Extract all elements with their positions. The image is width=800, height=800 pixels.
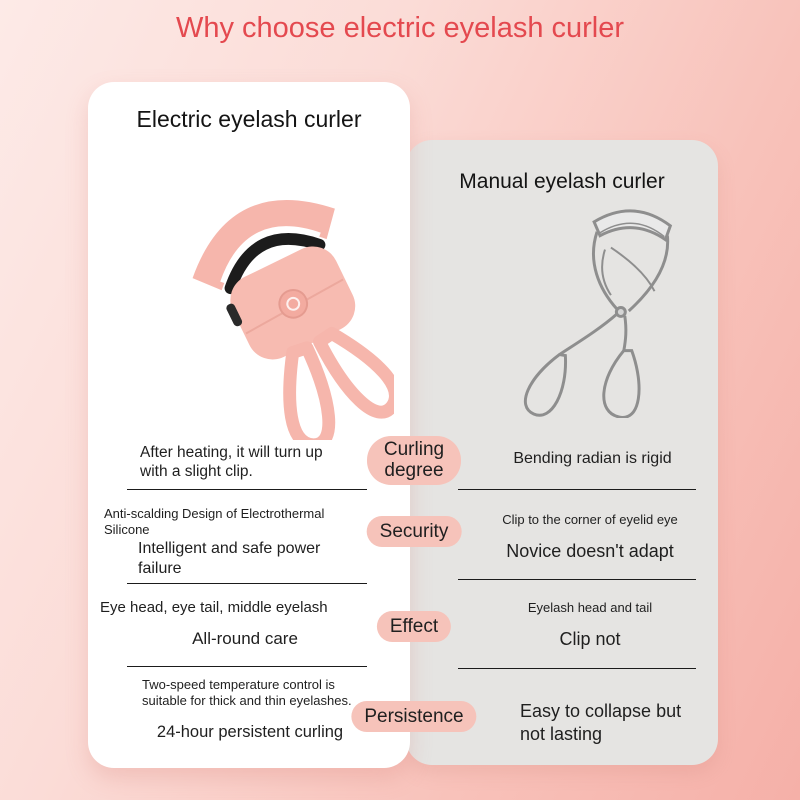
manual-right-arm-upper [629, 236, 668, 311]
electric-card-title: Electric eyelash curler [136, 106, 362, 132]
manual-curler-drawing [525, 211, 670, 418]
electric-row-persistence-detail: Two-speed temperature control is suitable for thick and thin eyelashes. [142, 677, 352, 709]
page-title: Why choose electric eyelash curler [175, 12, 625, 44]
comparison-label-security: Security [367, 516, 462, 547]
manual-head-band [594, 211, 670, 240]
comparison-label-effect: Effect [377, 611, 451, 642]
manual-cage-bar [611, 248, 655, 292]
manual-center-arm-lower [624, 316, 626, 351]
divider [458, 489, 696, 490]
electric-row-effect-detail: Eye head, eye tail, middle eyelash [100, 599, 328, 616]
manual-row-effect-detail: Eyelash head and tail [527, 600, 653, 615]
electric-row-security-text: Intelligent and safe power failure [138, 540, 321, 577]
manual-center-handle-loop [604, 351, 639, 418]
manual-row-persistence-text: Easy to collapse but not lasting [520, 701, 682, 744]
electric-row-curling-text: After heating, it will turn up with a slight clip. [140, 444, 323, 481]
electric-curler-drawing [176, 174, 394, 440]
electric-row-persistence-text: 24-hour persistent curling [156, 723, 344, 741]
electric-row-effect-text: All-round care [192, 629, 298, 648]
manual-row-security-text: Novice doesn't adapt [506, 541, 674, 561]
manual-eyelash-curler-image [500, 200, 708, 418]
manual-row-security-detail: Clip to the corner of eyelid eye [502, 512, 678, 527]
comparison-label-curling-degree: Curling degree [367, 436, 461, 485]
manual-card-title: Manual eyelash curler [459, 170, 665, 193]
divider [127, 583, 367, 584]
manual-row-curling-text: Bending radian is rigid [513, 450, 672, 467]
manual-row-effect-text: Clip not [559, 629, 621, 649]
divider [127, 489, 367, 490]
comparison-label-persistence: Persistence [351, 701, 476, 732]
electric-row-security-detail: Anti-scalding Design of Electrothermal Silicone [104, 506, 325, 538]
divider [458, 579, 696, 580]
divider [127, 666, 367, 667]
divider [458, 668, 696, 669]
manual-left-arm-upper [593, 232, 616, 309]
electric-eyelash-curler-image [116, 158, 394, 440]
manual-left-handle-loop [525, 355, 565, 416]
manual-left-arm-lower [559, 314, 616, 355]
